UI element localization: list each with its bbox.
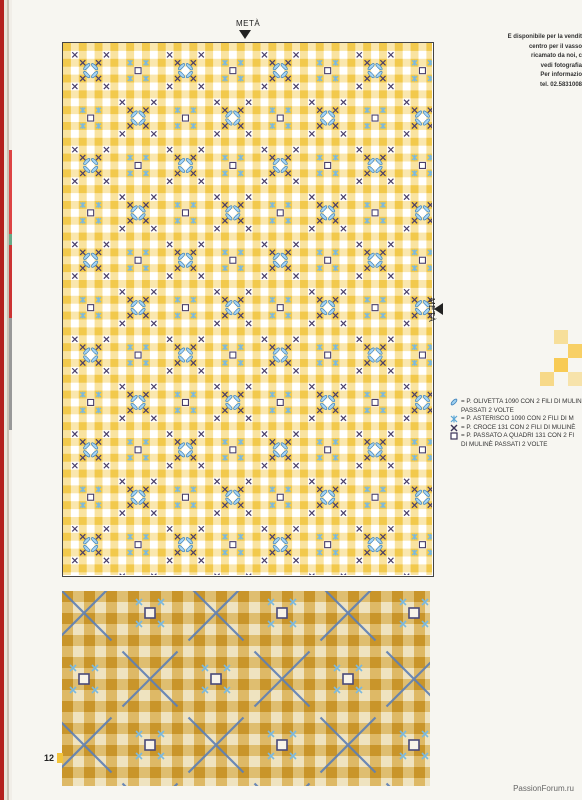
legend-text: = P. CROCE 131 CON 2 FILI DI MULINÈ [461, 423, 576, 431]
legend-text: PASSATI 2 VOLTE [461, 406, 514, 414]
square-stitch [135, 162, 141, 168]
square-stitch [419, 68, 425, 74]
legend-text: DI MULINÈ PASSATI 2 VOLTE [461, 440, 548, 448]
square-stitch [88, 399, 94, 405]
square-stitch [419, 257, 425, 263]
swatch [568, 372, 582, 386]
square-stitch [230, 352, 236, 358]
info-line: ricamato da noi, c [530, 53, 582, 59]
chart-grid [63, 43, 432, 575]
square-stitch [135, 542, 141, 548]
stitch-legend [450, 398, 582, 450]
square-stitch [419, 542, 425, 548]
swatch [540, 372, 554, 386]
square-stitch [182, 494, 188, 500]
swatch [568, 344, 582, 358]
asterisco-icon [450, 415, 458, 423]
square-stitch [325, 447, 331, 453]
square-stitch [325, 542, 331, 548]
color-swatches [540, 330, 582, 390]
square-stitch [277, 115, 283, 121]
square-stitch [372, 494, 378, 500]
square-stitch [419, 162, 425, 168]
square-stitch [182, 399, 188, 405]
square-stitch [230, 162, 236, 168]
square-stitch [182, 210, 188, 216]
info-line: È disponibile per la vendit [507, 34, 582, 40]
olivetta-icon [450, 398, 458, 406]
square-stitch [325, 162, 331, 168]
quadri-icon [450, 432, 458, 440]
square-stitch [135, 447, 141, 453]
square-stitch [419, 447, 425, 453]
meta-right-label: METÀ [427, 298, 436, 323]
embroidery-photo-image [62, 591, 430, 786]
square-stitch [325, 68, 331, 74]
croce-icon [450, 424, 458, 432]
legend-row [450, 407, 582, 416]
info-line: centro per il vasso [528, 43, 582, 50]
square-stitch [372, 399, 378, 405]
photo-gingham [62, 591, 430, 786]
swatch [554, 330, 568, 344]
arrow-down-icon [239, 30, 251, 39]
square-stitch [372, 305, 378, 311]
square-stitch [325, 257, 331, 263]
square-stitch [135, 68, 141, 74]
legend-row [450, 424, 582, 433]
square-stitch [230, 447, 236, 453]
embroidery-photo [62, 591, 430, 786]
info-line: Per informazio [540, 72, 582, 78]
square-stitch [135, 257, 141, 263]
square-stitch [419, 352, 425, 358]
square-stitch [372, 210, 378, 216]
square-stitch [88, 494, 94, 500]
square-stitch [325, 352, 331, 358]
info-text [478, 33, 582, 90]
square-stitch [372, 115, 378, 121]
square-stitch [182, 115, 188, 121]
square-stitch [277, 494, 283, 500]
square-stitch [135, 352, 141, 358]
square-stitch [182, 305, 188, 311]
legend-text: = P. OLIVETTA 1090 CON 2 FILI DI MULIN [461, 398, 582, 405]
legend-row [450, 432, 582, 441]
page-number: 12 [44, 753, 55, 763]
magazine-spine-edge [0, 0, 12, 800]
square-stitch [230, 68, 236, 74]
meta-top-label: METÀ [236, 19, 261, 28]
page-number-mark [57, 753, 63, 763]
square-stitch [88, 305, 94, 311]
square-stitch [230, 542, 236, 548]
square-stitch [88, 115, 94, 121]
square-stitch [230, 257, 236, 263]
legend-text: = P. PASSATO A QUADRI 131 CON 2 FI [461, 432, 575, 440]
legend-row [450, 415, 582, 424]
embroidery-chart [62, 42, 434, 577]
legend-row [450, 441, 582, 450]
swatch [554, 358, 568, 372]
square-stitch [277, 210, 283, 216]
info-line: tel. 02.5831008 [539, 81, 582, 88]
watermark: PassionForum.ru [513, 784, 574, 793]
legend-row [450, 398, 582, 407]
legend-text: = P. ASTERISCO 1090 CON 2 FILI DI M [461, 415, 574, 423]
square-stitch [88, 210, 94, 216]
square-stitch [277, 399, 283, 405]
info-line: vedi fotografia [540, 62, 582, 69]
square-stitch [277, 305, 283, 311]
